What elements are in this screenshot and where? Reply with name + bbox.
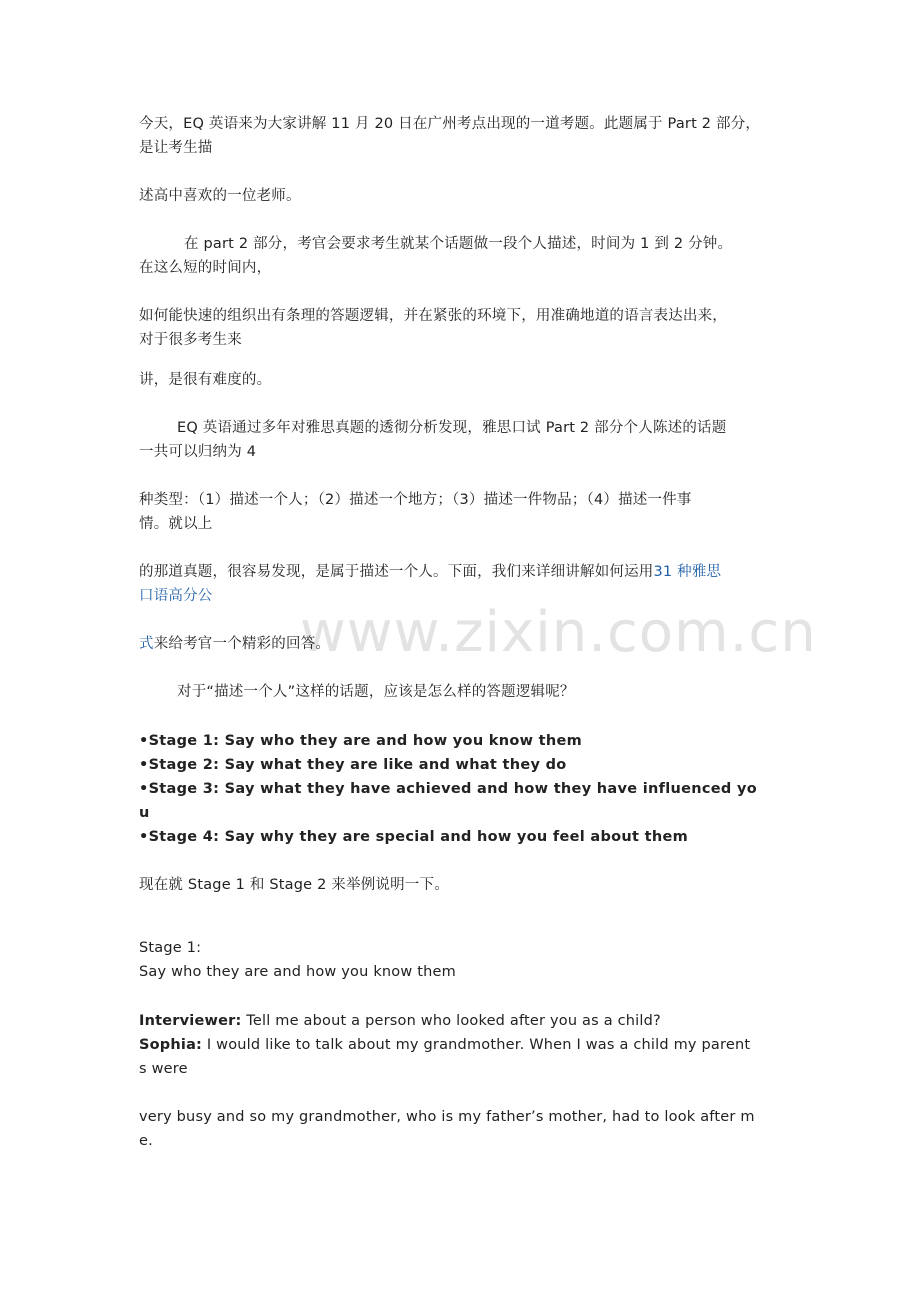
speaker-label: Sophia: xyxy=(139,1037,203,1053)
article-link[interactable]: 式 xyxy=(139,636,154,652)
paragraph-line: 是让考生描 xyxy=(139,140,213,156)
paragraph-line: 情。就以上 xyxy=(139,516,213,532)
paragraph-text: 来给考官一个精彩的回答。 xyxy=(153,636,331,652)
watermark: www.zixin.com.cn xyxy=(300,600,817,665)
stage-item: •Stage 4: Say why they are special and how you feel about them xyxy=(139,829,689,845)
paragraph-line: 讲，是很有难度的。 xyxy=(139,372,272,388)
stage-item: •Stage 2: Say what they are like and what they do xyxy=(139,757,567,773)
speaker-label: Interviewer: xyxy=(139,1013,242,1029)
dialogue-line: s were xyxy=(139,1061,188,1077)
paragraph-line: 一共可以归纳为 4 xyxy=(139,444,257,460)
paragraph-line xyxy=(139,560,721,584)
dialogue-line: e. xyxy=(139,1133,153,1149)
paragraph-line: 现在就 Stage 1 和 Stage 2 来举例说明一下。 xyxy=(139,877,449,893)
dialogue-line: very busy and so my grandmother, who is my father’s mother, had to look after m xyxy=(139,1109,755,1125)
dialogue-line xyxy=(139,1009,661,1033)
dialogue-line xyxy=(139,1033,750,1057)
paragraph-line xyxy=(139,632,330,656)
stage-item: •Stage 3: Say what they have achieved and how they have influenced yo xyxy=(139,781,757,797)
paragraph-line: 述高中喜欢的一位老师。 xyxy=(139,188,301,204)
article-link[interactable]: 口语高分公 xyxy=(139,588,213,604)
paragraph-line: 对于“描述一个人”这样的话题，应该是怎么样的答题逻辑呢？ xyxy=(177,684,575,700)
paragraph-line: 今天，EQ 英语来为大家讲解 11 月 20 日在广州考点出现的一道考题。此题属于 Part 2 部分， xyxy=(139,116,761,132)
paragraph-line: 种类型：（1）描述一个人；（2）描述一个地方；（3）描述一件物品；（4）描述一件事 xyxy=(139,492,692,508)
stage-item: •Stage 1: Say who they are and how you know them xyxy=(139,733,583,749)
paragraph-line: EQ 英语通过多年对雅思真题的透彻分析发现，雅思口试 Part 2 部分个人陈述的话题 xyxy=(177,420,727,436)
paragraph-text: 的那道真题，很容易发现，是属于描述一个人。下面，我们来详细讲解如何运用 xyxy=(139,564,654,580)
article-link[interactable]: 31 种雅思 xyxy=(653,564,722,580)
paragraph-line: 在 part 2 部分，考官会要求考生就某个话题做一段个人描述，时间为 1 到 2 分钟。 xyxy=(184,236,733,252)
stage-heading: Stage 1: xyxy=(139,940,202,956)
stage-description: Say who they are and how you know them xyxy=(139,964,456,980)
dialogue-text: Tell me about a person who looked after you as a child? xyxy=(246,1013,661,1029)
paragraph-line: 如何能快速的组织出有条理的答题逻辑，并在紧张的环境下，用准确地道的语言表达出来， xyxy=(139,308,727,324)
dialogue-text: I would like to talk about my grandmother. When I was a child my parent xyxy=(206,1037,751,1053)
paragraph-line: 在这么短的时间内， xyxy=(139,260,272,276)
paragraph-line: 对于很多考生来 xyxy=(139,332,242,348)
stage-item: u xyxy=(139,805,150,821)
